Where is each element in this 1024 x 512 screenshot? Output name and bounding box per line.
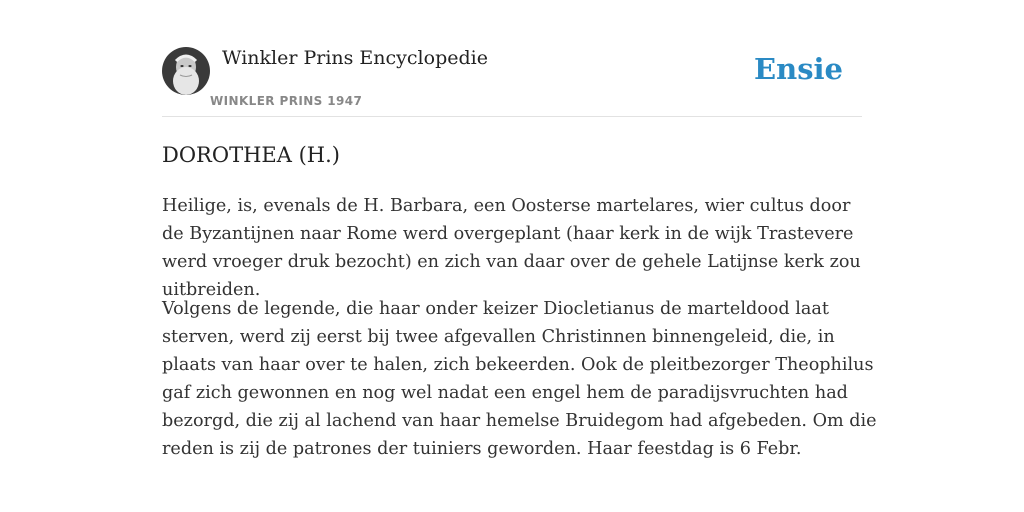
- article-paragraph: Volgens de legende, die haar onder keizer Diocletianus de marteldood laat sterven, werd zij eerst bij twee afgevallen Christinnen binnengeleid, die, in plaats van haar over te halen, zich bekeerden. Ook de pleitbezorger Theophilus gaf zich gewonnen en nog wel nadat een engel hem de paradijsvruchten had bezorgd, die zij al lachend van haar hemelse Bruidegom had afgebeden. Om die reden is zij de patrones der tuiniers geworden. Haar feestdag is 6 Febr.: [162, 299, 877, 459]
- article-paragraph: Heilige, is, evenals de H. Barbara, een Oosterse martelares, wier cultus door de Byzantijnen naar Rome werd overgeplant (haar kerk in de wijk Trastevere werd vroeger druk bezocht) en zich van daar over de gehele Latijnse kerk zou uitbreiden.: [162, 196, 861, 300]
- article-title: DOROTHEA (H.): [162, 143, 340, 167]
- site-title[interactable]: Winkler Prins Encyclopedie: [222, 47, 488, 69]
- edition-label[interactable]: WINKLER PRINS 1947: [210, 94, 363, 108]
- avatar[interactable]: [162, 47, 210, 95]
- site-header: [162, 0, 862, 117]
- bearded-man-portrait-icon: [162, 47, 210, 95]
- brand-logo[interactable]: Ensie: [754, 52, 843, 86]
- page-content: [162, 0, 877, 459]
